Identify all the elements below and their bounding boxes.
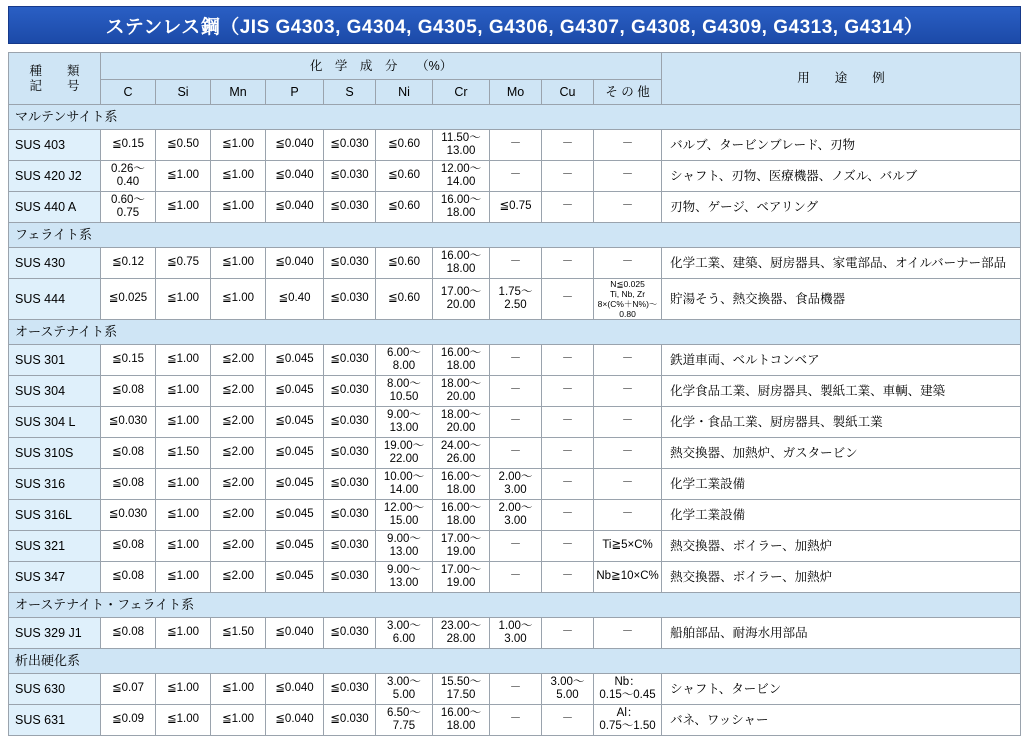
cell-s: ≦0.030: [324, 562, 376, 593]
grade-code: SUS 631: [9, 705, 101, 736]
cell-s: ≦0.030: [324, 438, 376, 469]
cell-other: －: [594, 130, 662, 161]
cell-cr: 16.00～ 18.00: [433, 705, 490, 736]
cell-cu: －: [542, 130, 594, 161]
use-example: 刃物、ゲージ、ベアリング: [662, 192, 1021, 223]
cell-mo: 1.00～ 3.00: [490, 618, 542, 649]
cell-c: ≦0.15: [101, 345, 156, 376]
cell-cr: 16.00～ 18.00: [433, 345, 490, 376]
grade-code: SUS 329 J1: [9, 618, 101, 649]
cell-mo: －: [490, 130, 542, 161]
cell-c: ≦0.030: [101, 407, 156, 438]
cell-c: ≦0.025: [101, 279, 156, 320]
cell-ni: 12.00～ 15.00: [376, 500, 433, 531]
cell-mn: ≦2.00: [211, 500, 266, 531]
cell-mn: ≦2.00: [211, 562, 266, 593]
cell-ni: 3.00～ 5.00: [376, 674, 433, 705]
use-example: 化学・食品工業、厨房器具、製紙工業: [662, 407, 1021, 438]
cell-ni: 9.00～ 13.00: [376, 531, 433, 562]
grade-code: SUS 321: [9, 531, 101, 562]
cell-c: ≦0.12: [101, 248, 156, 279]
grade-code: SUS 304: [9, 376, 101, 407]
header-kind-line2: 記 号: [29, 78, 80, 93]
grade-code: SUS 304 L: [9, 407, 101, 438]
cell-cu: －: [542, 500, 594, 531]
cell-si: ≦1.00: [156, 161, 211, 192]
cell-other: Ti≧5×C%: [594, 531, 662, 562]
grade-code: SUS 420 J2: [9, 161, 101, 192]
cell-si: ≦1.00: [156, 345, 211, 376]
cell-cu: －: [542, 345, 594, 376]
cell-c: ≦0.08: [101, 469, 156, 500]
cell-ni: ≦0.60: [376, 130, 433, 161]
cell-other: －: [594, 438, 662, 469]
cell-si: ≦1.00: [156, 531, 211, 562]
cell-ni: 3.00～ 6.00: [376, 618, 433, 649]
cell-cu: －: [542, 531, 594, 562]
cell-p: ≦0.040: [266, 161, 324, 192]
cell-si: ≦1.00: [156, 376, 211, 407]
cell-cu: －: [542, 407, 594, 438]
cell-p: ≦0.040: [266, 192, 324, 223]
cell-s: ≦0.030: [324, 130, 376, 161]
group-header-row: [9, 320, 1021, 345]
cell-si: ≦1.00: [156, 192, 211, 223]
cell-c: ≦0.08: [101, 562, 156, 593]
table-row: [9, 705, 1021, 736]
cell-cu: －: [542, 438, 594, 469]
cell-other: －: [594, 345, 662, 376]
cell-s: ≦0.030: [324, 279, 376, 320]
use-example: シャフト、タービン: [662, 674, 1021, 705]
cell-cr: 12.00～ 14.00: [433, 161, 490, 192]
cell-si: ≦1.00: [156, 705, 211, 736]
cell-mn: ≦2.00: [211, 376, 266, 407]
table-row: [9, 438, 1021, 469]
cell-ni: 19.00～ 22.00: [376, 438, 433, 469]
table-row: [9, 345, 1021, 376]
use-example: 化学工業設備: [662, 469, 1021, 500]
grade-code: SUS 403: [9, 130, 101, 161]
cell-s: ≦0.030: [324, 618, 376, 649]
use-example: 化学食品工業、厨房器具、製紙工業、車輌、建築: [662, 376, 1021, 407]
cell-si: ≦1.00: [156, 562, 211, 593]
grade-code: SUS 430: [9, 248, 101, 279]
table-row: [9, 130, 1021, 161]
cell-ni: 10.00～ 14.00: [376, 469, 433, 500]
cell-si: ≦1.00: [156, 407, 211, 438]
group-label: オーステナイト系: [9, 320, 1021, 345]
cell-mn: ≦2.00: [211, 531, 266, 562]
use-example: シャフト、刃物、医療機器、ノズル、バルブ: [662, 161, 1021, 192]
cell-mn: ≦1.00: [211, 161, 266, 192]
cell-mn: ≦2.00: [211, 438, 266, 469]
cell-mo: －: [490, 705, 542, 736]
header-kind: [9, 53, 101, 105]
cell-cu: －: [542, 192, 594, 223]
cell-cr: 18.00～ 20.00: [433, 376, 490, 407]
cell-si: ≦1.50: [156, 438, 211, 469]
group-label: フェライト系: [9, 223, 1021, 248]
cell-p: ≦0.045: [266, 345, 324, 376]
cell-mn: ≦1.00: [211, 192, 266, 223]
cell-other: －: [594, 248, 662, 279]
cell-other: －: [594, 469, 662, 500]
table-row: [9, 469, 1021, 500]
table-row: [9, 562, 1021, 593]
header-col-ni: Ni: [376, 80, 433, 105]
header-col-cu: Cu: [542, 80, 594, 105]
header-col-mo: Mo: [490, 80, 542, 105]
group-header-row: [9, 223, 1021, 248]
cell-cr: 23.00～ 28.00: [433, 618, 490, 649]
cell-mo: －: [490, 248, 542, 279]
cell-other: －: [594, 376, 662, 407]
table-row: [9, 192, 1021, 223]
cell-s: ≦0.030: [324, 192, 376, 223]
header-col-p: P: [266, 80, 324, 105]
cell-c: 0.60～ 0.75: [101, 192, 156, 223]
cell-mn: ≦2.00: [211, 345, 266, 376]
cell-mn: ≦1.00: [211, 130, 266, 161]
cell-cu: －: [542, 161, 594, 192]
cell-ni: ≦0.60: [376, 192, 433, 223]
cell-other: Al： 0.75～1.50: [594, 705, 662, 736]
cell-p: ≦0.045: [266, 407, 324, 438]
cell-s: ≦0.030: [324, 705, 376, 736]
cell-p: ≦0.040: [266, 248, 324, 279]
cell-cr: 17.00～ 19.00: [433, 562, 490, 593]
use-example: 貯湯そう、熱交換器、食品機器: [662, 279, 1021, 320]
header-col-other: そ の 他: [594, 80, 662, 105]
header-col-si: Si: [156, 80, 211, 105]
cell-cu: －: [542, 469, 594, 500]
cell-s: ≦0.030: [324, 531, 376, 562]
grade-code: SUS 440 A: [9, 192, 101, 223]
cell-ni: ≦0.60: [376, 279, 433, 320]
cell-cu: －: [542, 248, 594, 279]
cell-mn: ≦2.00: [211, 407, 266, 438]
use-example: 熱交換器、ボイラー、加熱炉: [662, 562, 1021, 593]
grade-code: SUS 316L: [9, 500, 101, 531]
cell-s: ≦0.030: [324, 161, 376, 192]
cell-si: ≦1.00: [156, 279, 211, 320]
cell-ni: 9.00～ 13.00: [376, 562, 433, 593]
page-title-bar: [8, 6, 1021, 44]
table-row: [9, 279, 1021, 320]
cell-c: ≦0.15: [101, 130, 156, 161]
header-col-c: C: [101, 80, 156, 105]
use-example: 熱交換器、加熱炉、ガスタービン: [662, 438, 1021, 469]
cell-mo: －: [490, 345, 542, 376]
cell-s: ≦0.030: [324, 345, 376, 376]
table-row: [9, 500, 1021, 531]
cell-p: ≦0.040: [266, 130, 324, 161]
cell-cr: 24.00～ 26.00: [433, 438, 490, 469]
table-row: [9, 618, 1021, 649]
cell-cr: 17.00～ 20.00: [433, 279, 490, 320]
cell-si: ≦1.00: [156, 618, 211, 649]
cell-other: Nb： 0.15～0.45: [594, 674, 662, 705]
cell-p: ≦0.045: [266, 562, 324, 593]
cell-mn: ≦1.50: [211, 618, 266, 649]
use-example: バルブ、タービンブレード、刃物: [662, 130, 1021, 161]
grade-code: SUS 444: [9, 279, 101, 320]
cell-c: ≦0.09: [101, 705, 156, 736]
cell-p: ≦0.045: [266, 531, 324, 562]
stainless-steel-spec-page: [0, 6, 1029, 733]
cell-cu: －: [542, 376, 594, 407]
table-row: [9, 376, 1021, 407]
group-header-row: [9, 649, 1021, 674]
cell-mo: －: [490, 531, 542, 562]
header-use: 用 途 例: [662, 53, 1021, 105]
cell-cr: 16.00～ 18.00: [433, 248, 490, 279]
cell-c: ≦0.030: [101, 500, 156, 531]
header-row-1: [9, 53, 1021, 80]
grade-code: SUS 310S: [9, 438, 101, 469]
cell-other: Nb≧10×C%: [594, 562, 662, 593]
cell-s: ≦0.030: [324, 407, 376, 438]
cell-si: ≦0.50: [156, 130, 211, 161]
cell-cr: 15.50～ 17.50: [433, 674, 490, 705]
table-row: [9, 407, 1021, 438]
cell-mo: 2.00～ 3.00: [490, 469, 542, 500]
use-example: 鉄道車両、ベルトコンベア: [662, 345, 1021, 376]
cell-p: ≦0.040: [266, 618, 324, 649]
cell-other: －: [594, 500, 662, 531]
cell-ni: ≦0.60: [376, 248, 433, 279]
cell-si: ≦0.75: [156, 248, 211, 279]
table-row: [9, 248, 1021, 279]
cell-p: ≦0.045: [266, 438, 324, 469]
cell-mn: ≦1.00: [211, 674, 266, 705]
table-row: [9, 161, 1021, 192]
steel-grade-table: [8, 52, 1021, 736]
cell-cr: 16.00～ 18.00: [433, 192, 490, 223]
cell-mo: 2.00～ 3.00: [490, 500, 542, 531]
cell-mn: ≦1.00: [211, 248, 266, 279]
group-label: 析出硬化系: [9, 649, 1021, 674]
cell-si: ≦1.00: [156, 469, 211, 500]
cell-mo: －: [490, 376, 542, 407]
use-example: 熱交換器、ボイラー、加熱炉: [662, 531, 1021, 562]
group-label: オーステナイト・フェライト系: [9, 593, 1021, 618]
cell-si: ≦1.00: [156, 500, 211, 531]
cell-s: ≦0.030: [324, 674, 376, 705]
table-row: [9, 674, 1021, 705]
cell-mn: ≦2.00: [211, 469, 266, 500]
cell-cr: 16.00～ 18.00: [433, 500, 490, 531]
group-header-row: [9, 105, 1021, 130]
grade-code: SUS 630: [9, 674, 101, 705]
cell-c: 0.26～ 0.40: [101, 161, 156, 192]
header-col-cr: Cr: [433, 80, 490, 105]
cell-ni: 6.50～ 7.75: [376, 705, 433, 736]
use-example: 船舶部品、耐海水用部品: [662, 618, 1021, 649]
cell-mo: －: [490, 562, 542, 593]
cell-cr: 18.00～ 20.00: [433, 407, 490, 438]
cell-c: ≦0.08: [101, 376, 156, 407]
cell-mo: －: [490, 161, 542, 192]
cell-other: －: [594, 161, 662, 192]
cell-cr: 17.00～ 19.00: [433, 531, 490, 562]
cell-mo: －: [490, 438, 542, 469]
cell-mo: ≦0.75: [490, 192, 542, 223]
cell-ni: 8.00～ 10.50: [376, 376, 433, 407]
cell-other: －: [594, 407, 662, 438]
cell-p: ≦0.045: [266, 376, 324, 407]
cell-p: ≦0.045: [266, 500, 324, 531]
header-col-mn: Mn: [211, 80, 266, 105]
cell-cu: －: [542, 705, 594, 736]
grade-code: SUS 347: [9, 562, 101, 593]
cell-cu: －: [542, 618, 594, 649]
header-col-s: S: [324, 80, 376, 105]
header-kind-line1: 種 類: [29, 64, 80, 79]
cell-other: －: [594, 192, 662, 223]
group-label: マルテンサイト系: [9, 105, 1021, 130]
cell-s: ≦0.030: [324, 469, 376, 500]
cell-ni: 9.00～ 13.00: [376, 407, 433, 438]
cell-mn: ≦1.00: [211, 279, 266, 320]
table-body: [9, 105, 1021, 736]
cell-s: ≦0.030: [324, 500, 376, 531]
group-header-row: [9, 593, 1021, 618]
cell-p: ≦0.040: [266, 705, 324, 736]
grade-code: SUS 316: [9, 469, 101, 500]
cell-mo: －: [490, 407, 542, 438]
cell-p: ≦0.40: [266, 279, 324, 320]
page-title: ステンレス鋼（JIS G4303, G4304, G4305, G4306, G4307, G4308, G4309, G4313, G4314）: [105, 16, 924, 38]
cell-p: ≦0.040: [266, 674, 324, 705]
cell-ni: 6.00～ 8.00: [376, 345, 433, 376]
use-example: 化学工業、建築、厨房器具、家電部品、オイルバーナー部品: [662, 248, 1021, 279]
cell-mo: 1.75～ 2.50: [490, 279, 542, 320]
table-row: [9, 531, 1021, 562]
cell-c: ≦0.08: [101, 531, 156, 562]
cell-c: ≦0.08: [101, 438, 156, 469]
cell-cr: 16.00～ 18.00: [433, 469, 490, 500]
cell-cr: 11.50～ 13.00: [433, 130, 490, 161]
use-example: バネ、ワッシャー: [662, 705, 1021, 736]
cell-cu: －: [542, 279, 594, 320]
cell-s: ≦0.030: [324, 376, 376, 407]
cell-si: ≦1.00: [156, 674, 211, 705]
cell-mn: ≦1.00: [211, 705, 266, 736]
cell-cu: 3.00～ 5.00: [542, 674, 594, 705]
cell-other: N≦0.025 Ti, Nb, Zr 8×(C%＋N%)～0.80: [594, 279, 662, 320]
cell-c: ≦0.07: [101, 674, 156, 705]
table-head: [9, 53, 1021, 105]
cell-cu: －: [542, 562, 594, 593]
cell-ni: ≦0.60: [376, 161, 433, 192]
grade-code: SUS 301: [9, 345, 101, 376]
cell-p: ≦0.045: [266, 469, 324, 500]
cell-c: ≦0.08: [101, 618, 156, 649]
cell-mo: －: [490, 674, 542, 705]
header-composition: 化 学 成 分 （%）: [101, 53, 662, 80]
cell-s: ≦0.030: [324, 248, 376, 279]
use-example: 化学工業設備: [662, 500, 1021, 531]
cell-other: －: [594, 618, 662, 649]
